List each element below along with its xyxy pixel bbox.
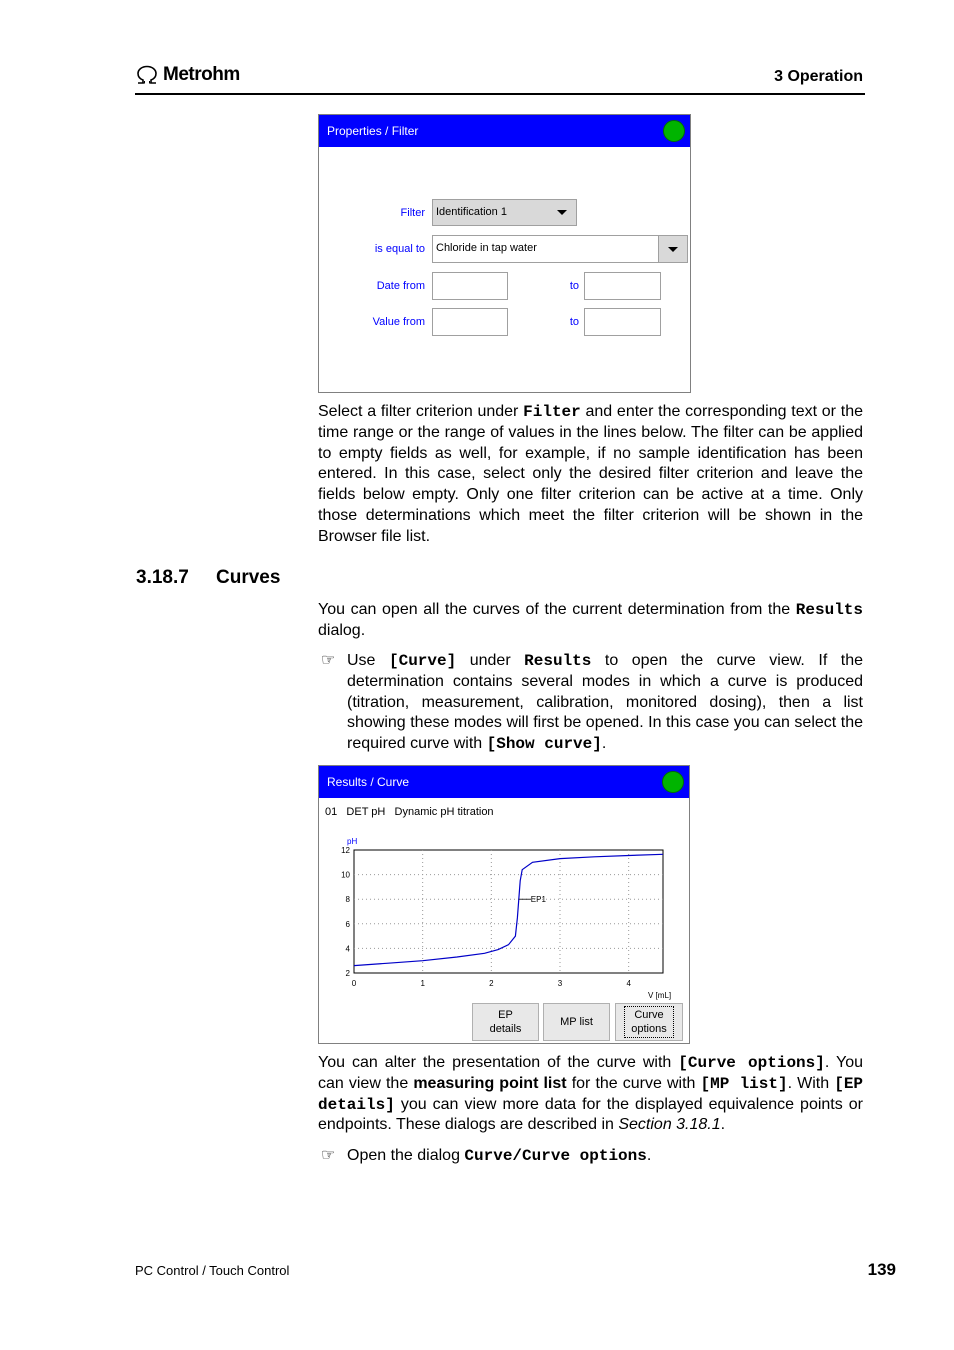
filter-dialog xyxy=(318,114,691,393)
y-tick-label: 4 xyxy=(345,944,350,954)
text-span: . With xyxy=(787,1074,835,1092)
chapter-title: 3 Operation xyxy=(774,68,863,85)
code-span: Results xyxy=(795,601,863,619)
section-reference: Section 3.18.1 xyxy=(618,1116,721,1134)
button-label: Curve xyxy=(634,1009,664,1021)
code-span: [EP details] xyxy=(318,1074,864,1114)
filter-select[interactable] xyxy=(432,199,577,226)
dialog-title-bar xyxy=(319,766,689,798)
date-to-input[interactable] xyxy=(584,272,661,300)
value-from-input[interactable] xyxy=(432,308,508,336)
dialog-title-bar xyxy=(319,115,690,147)
ep-details-button[interactable] xyxy=(472,1003,539,1041)
section-number: 3.18.7 xyxy=(136,567,189,588)
code-span: [Curve options] xyxy=(678,1054,825,1072)
x-axis-label: V [mL] xyxy=(648,991,672,1000)
code-span: [Curve] xyxy=(388,652,457,670)
chevron-down-icon xyxy=(548,200,576,225)
dialog-title: Properties / Filter xyxy=(327,124,419,138)
filter-description xyxy=(318,402,863,548)
status-led-icon[interactable] xyxy=(662,771,684,793)
code-span: Filter xyxy=(523,403,581,421)
text-span: under xyxy=(456,652,525,669)
y-tick-label: 8 xyxy=(345,895,350,905)
step-curve xyxy=(321,651,864,755)
equal-label: is equal to xyxy=(374,243,425,255)
curve-dialog xyxy=(318,765,690,1044)
mode-name: Dynamic pH titration xyxy=(394,806,494,818)
curve-options-button[interactable] xyxy=(615,1003,683,1041)
plot-frame xyxy=(354,850,663,973)
button-label: options xyxy=(631,1023,667,1035)
text-span: . xyxy=(601,735,607,753)
mode-number: 01 xyxy=(325,806,338,818)
metrohm-logo xyxy=(135,64,240,86)
value-from-label: Value from xyxy=(372,316,425,328)
y-axis-label: pH xyxy=(347,837,358,846)
pointing-hand-icon: ☞ xyxy=(321,1147,336,1164)
date-to-label: to xyxy=(569,280,579,292)
text-span: Open the dialog xyxy=(347,1147,465,1164)
equal-input-value: Chloride in tap water xyxy=(436,242,537,254)
footer-product: PC Control / Touch Control xyxy=(135,1263,290,1278)
value-to-input[interactable] xyxy=(584,308,661,336)
mode-type: DET pH xyxy=(346,806,386,818)
text-span: you can view more data for the displayed equivalence points or endpoints. These dialogs are described in xyxy=(318,1095,863,1134)
curve-description xyxy=(318,1053,863,1136)
text-span: . xyxy=(646,1147,652,1164)
page-header xyxy=(135,62,865,95)
mp-list-button[interactable] xyxy=(543,1003,610,1041)
status-led-icon[interactable] xyxy=(663,120,685,142)
code-span: Results xyxy=(524,652,592,670)
mode-line xyxy=(325,806,494,818)
x-tick-label: 1 xyxy=(420,979,425,988)
code-span: [Show curve] xyxy=(486,735,602,754)
text-span: . xyxy=(720,1116,726,1134)
filter-label: Filter xyxy=(400,207,425,219)
y-tick-label: 6 xyxy=(345,919,350,929)
text-span: You can open all the curves of the current determination from the xyxy=(318,601,796,618)
y-tick-label: 10 xyxy=(341,870,350,880)
dialog-title: Results / Curve xyxy=(327,775,410,789)
equal-input[interactable] xyxy=(432,235,688,263)
date-from-input[interactable] xyxy=(432,272,508,300)
filter-select-value: Identification 1 xyxy=(436,206,507,218)
value-to-label: to xyxy=(569,316,579,328)
omega-logo-icon xyxy=(135,65,159,85)
x-tick-label: 4 xyxy=(626,979,631,988)
text-span: Use xyxy=(347,652,389,669)
step-open-dialog xyxy=(321,1146,863,1167)
focus-outline xyxy=(624,1006,674,1038)
dropdown-button[interactable] xyxy=(658,236,687,262)
button-label: EP xyxy=(498,1009,513,1021)
endpoint-label: EP1 xyxy=(530,895,546,905)
section-heading xyxy=(136,567,280,589)
code-span: [MP list] xyxy=(700,1074,788,1093)
brand-name: Metrohm xyxy=(163,64,240,85)
chevron-down-icon xyxy=(668,247,678,252)
button-label: MP list xyxy=(560,1016,593,1028)
x-tick-label: 3 xyxy=(557,979,563,988)
section-title: Curves xyxy=(216,567,281,588)
text-span: Select a filter criterion under xyxy=(318,403,524,420)
x-tick-label: 0 xyxy=(351,979,357,988)
date-from-label: Date from xyxy=(376,280,425,292)
text-span: dialog. xyxy=(318,621,366,639)
code-span: Curve/Curve options xyxy=(464,1147,647,1165)
page-number: 139 xyxy=(867,1260,896,1279)
pointing-hand-icon: ☞ xyxy=(321,652,336,669)
button-label: details xyxy=(489,1023,522,1035)
x-tick-label: 2 xyxy=(489,979,494,988)
text-span: to open the curve view. If the determination contains several modes in which a curve is produced (titration, measurement, calibration, monitored dosing), then a list showing these modes will first be opened. In this case you can select the required curve with xyxy=(347,652,864,753)
curves-intro xyxy=(318,600,863,642)
text-span: You can alter the presentation of the curve with xyxy=(318,1054,679,1071)
y-tick-label: 2 xyxy=(345,969,350,978)
bold-span: measuring point list xyxy=(413,1074,567,1092)
text-span: and enter the corresponding text or the time range or the range of values in the lines below. The filter can be applied to empty fields as well, for example, if no sample identification has been entered. In this case, select only the desired filter criterion and leave the fields below empty. Only one filter criterion can be active at a time. Only those determinations which meet the filter criterion will be shown in the Browser file list. xyxy=(318,403,863,545)
titration-chart xyxy=(329,830,685,1000)
y-tick-label: 12 xyxy=(341,846,350,855)
text-span: for the curve with xyxy=(566,1074,701,1092)
text-span: . You can view the xyxy=(318,1054,864,1092)
